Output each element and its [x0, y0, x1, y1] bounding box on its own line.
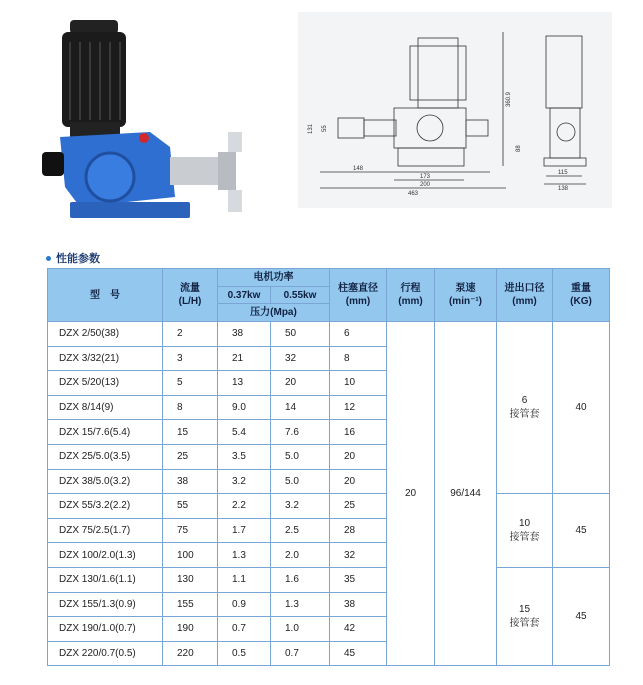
table-row: DZX 2/50(38) 2 38 50 6 20 96/144 6 接管套 40 — [48, 322, 610, 347]
dim-55: 55 — [322, 125, 328, 132]
table-row: DZX 15/7.6(5.4) 15 5.4 7.6 16 — [48, 420, 610, 445]
table-row: DZX 155/1.3(0.9) 155 0.9 1.3 38 — [48, 592, 610, 617]
table-row: DZX 3/32(21) 3 21 32 8 — [48, 346, 610, 371]
table-row: DZX 75/2.5(1.7) 75 1.7 2.5 28 — [48, 518, 610, 543]
dim-360: 360.9 — [506, 91, 512, 107]
dimension-drawing — [298, 12, 612, 208]
table-row: DZX 190/1.0(0.7) 190 0.7 1.0 42 — [48, 617, 610, 642]
performance-table — [47, 268, 610, 666]
port-group-3: 15 接管套 — [497, 567, 553, 665]
dim-115: 115 — [558, 170, 568, 176]
header-flow: 流量 (L/H) — [163, 269, 218, 322]
dim-88: 88 — [516, 145, 522, 152]
weight-group-1: 40 — [553, 322, 610, 494]
table-row: DZX 25/5.0(3.5) 25 3.5 5.0 20 — [48, 444, 610, 469]
stroke-value: 20 — [387, 322, 435, 666]
header-model: 型 号 — [48, 269, 163, 322]
header-stroke: 行程 (mm) — [387, 269, 435, 322]
pump-photo — [40, 12, 270, 227]
dim-173: 173 — [420, 174, 431, 180]
table-row: DZX 100/2.0(1.3) 100 1.3 2.0 32 — [48, 543, 610, 568]
section-title: 性能参数 — [46, 250, 100, 266]
header-speed: 泵速 (min⁻¹) — [435, 269, 497, 322]
port-group-2: 10 接管套 — [497, 494, 553, 568]
weight-group-3: 45 — [553, 567, 610, 665]
dim-131: 131 — [308, 123, 314, 134]
port-group-1: 6 接管套 — [497, 322, 553, 494]
table-row: DZX 38/5.0(3.2) 38 3.2 5.0 20 — [48, 469, 610, 494]
bullet-icon — [46, 256, 51, 261]
header-power-055: 0.55kw — [271, 287, 330, 304]
dim-200: 200 — [420, 182, 431, 188]
table-row: DZX 5/20(13) 5 13 20 10 — [48, 371, 610, 396]
header-power-037: 0.37kw — [218, 287, 271, 304]
speed-value: 96/144 — [435, 322, 497, 666]
table-row: DZX 130/1.6(1.1) 130 1.1 1.6 35 15 接管套 45 — [48, 567, 610, 592]
table-row: DZX 8/14(9) 8 9.0 14 12 — [48, 395, 610, 420]
header-weight: 重量 (KG) — [553, 269, 610, 322]
header-port: 进出口径 (mm) — [497, 269, 553, 322]
dim-138: 138 — [558, 186, 569, 192]
table-row: DZX 55/3.2(2.2) 55 2.2 3.2 25 10 接管套 45 — [48, 494, 610, 519]
header-motor-power: 电机功率 — [218, 269, 330, 287]
header-plunger: 柱塞直径 (mm) — [330, 269, 387, 322]
weight-group-2: 45 — [553, 494, 610, 568]
header-pressure: 压力(Mpa) — [218, 304, 330, 322]
table-row: DZX 220/0.7(0.5) 220 0.5 0.7 45 — [48, 641, 610, 666]
dim-148: 148 — [353, 166, 364, 172]
dim-463: 463 — [408, 191, 419, 197]
